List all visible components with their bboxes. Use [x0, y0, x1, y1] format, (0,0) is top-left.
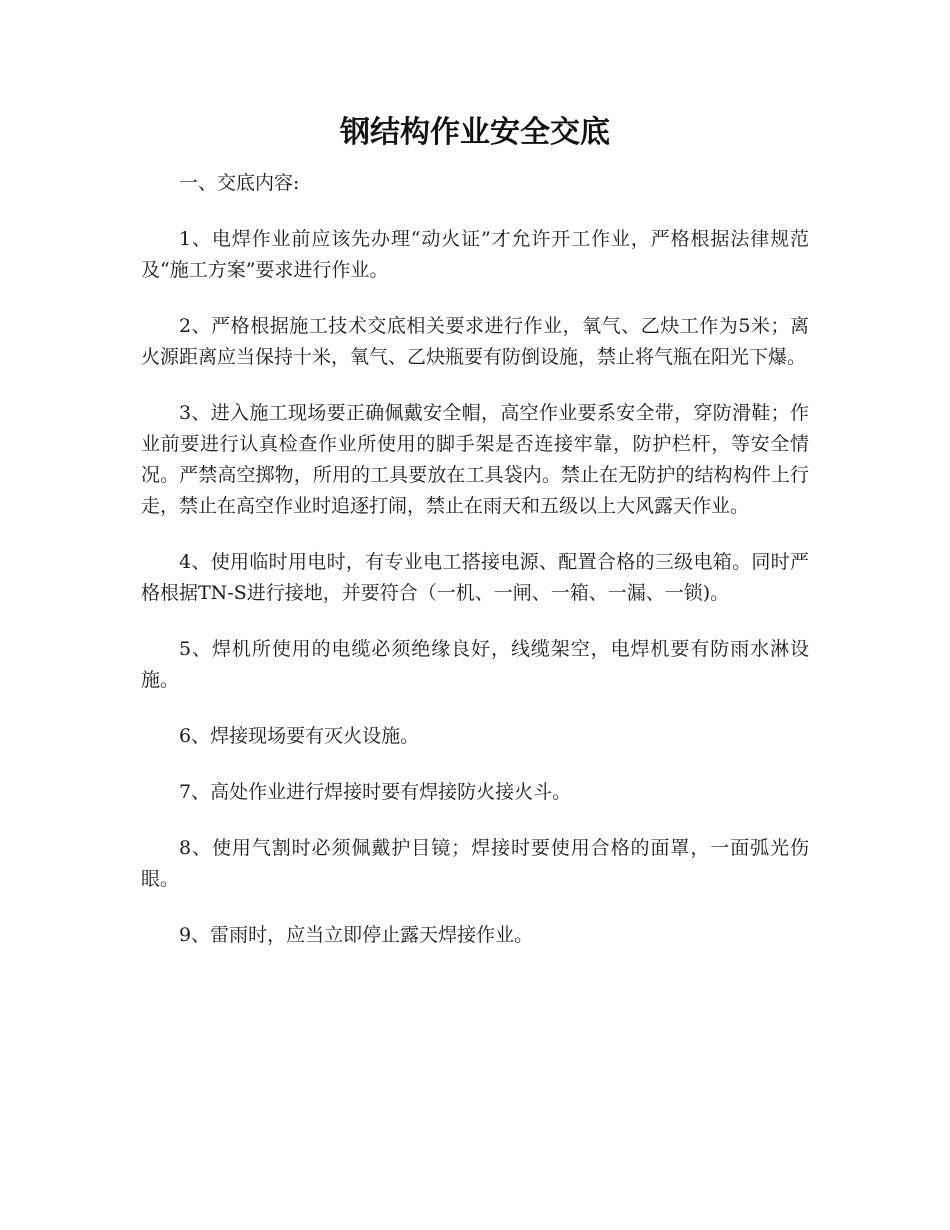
safety-item-4: 4、使用临时用电时，有专业电工搭接电源、配置合格的三级电箱。同时严格根据TN-S进行接地，并要符合（一机、一闸、一箱、一漏、一锁)。: [141, 551, 809, 604]
safety-item-9: 9、雷雨时，应当立即停止露天焊接作业。: [179, 924, 534, 946]
safety-item-6: 6、焊接现场要有灭火设施。: [179, 725, 420, 747]
document-body: [141, 168, 809, 976]
section-heading: 一、交底内容:: [179, 172, 300, 194]
safety-item-7: 7、高处作业进行焊接时要有焊接防火接火斗。: [179, 781, 572, 803]
safety-item-3: 3、进入施工现场要正确佩戴安全帽，高空作业要系安全带，穿防滑鞋；作业前要进行认真检查作业所使用的脚手架是否连接牢靠，防护栏杆，等安全情况。严禁高空掷物，所用的工具要放在工具袋内。禁止在无防护的结构构件上行走，禁止在高空作业时追逐打闹，禁止在雨天和五级以上大风露天作业。: [141, 402, 809, 517]
safety-item-1: 1、电焊作业前应该先办理“动火证”才允许开工作业，严格根据法律规范及“施工方案”要求进行作业。: [141, 228, 809, 281]
safety-item-8: 8、使用气割时必须佩戴护目镜；焊接时要使用合格的面罩，一面弧光伤眼。: [141, 837, 809, 890]
safety-item-5: 5、焊机所使用的电缆必须绝缘良好，线缆架空，电焊机要有防雨水淋设施。: [141, 638, 809, 691]
safety-item-2: 2、严格根据施工技术交底相关要求进行作业，氧气、乙炔工作为5米；离火源距离应当保持十米，氧气、乙炔瓶要有防倒设施，禁止将气瓶在阳光下爆。: [141, 315, 809, 368]
document-title: 钢结构作业安全交底: [340, 115, 610, 150]
